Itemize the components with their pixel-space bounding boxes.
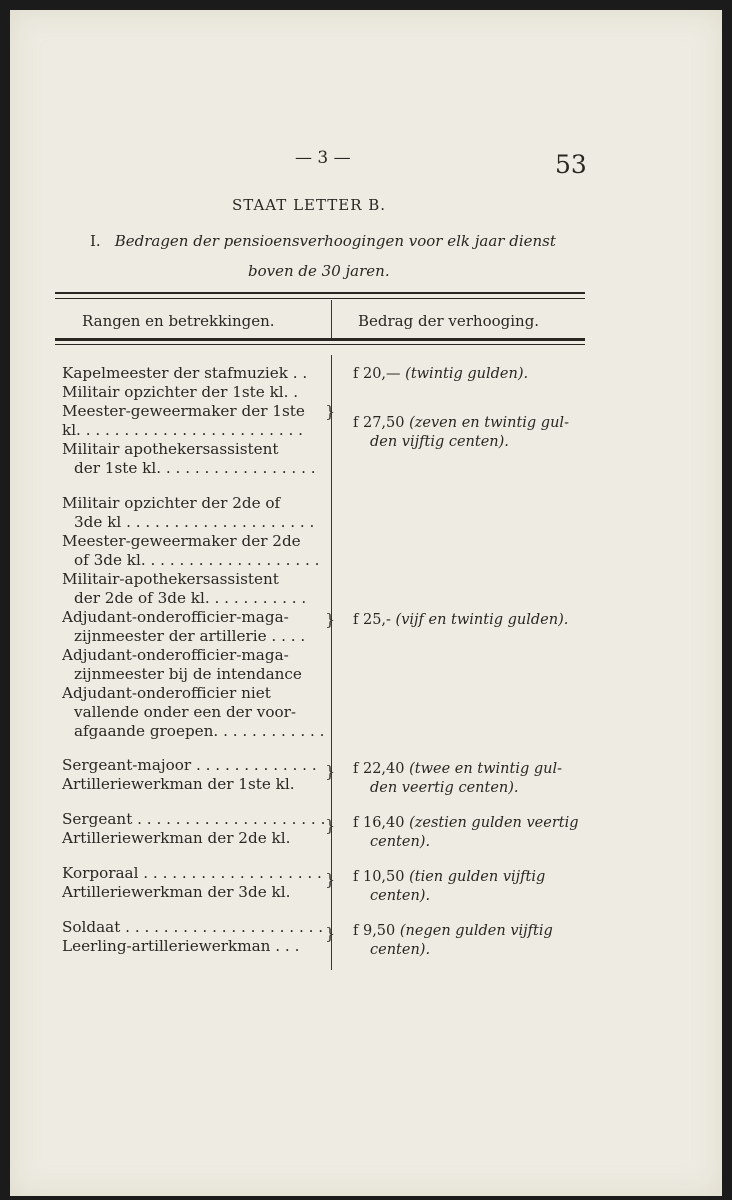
amount-figure: f 10,50 <box>353 869 405 885</box>
rank-line: der 2de of 3de kl. . . . . . . . . . . <box>74 589 307 607</box>
rank-line: der 1ste kl. . . . . . . . . . . . . . . . . <box>74 459 316 477</box>
rank-line: 3de kl . . . . . . . . . . . . . . . . . . . . <box>74 513 315 531</box>
rank-line: Sergeant . . . . . . . . . . . . . . . . . . . . <box>62 810 326 828</box>
rank-line: Korporaal . . . . . . . . . . . . . . . . . . . <box>62 864 322 882</box>
header-column-divider <box>331 300 332 338</box>
rank-line: Artilleriewerkman der 3de kl. <box>62 883 291 901</box>
rank-line: Artilleriewerkman der 1ste kl. <box>62 775 295 793</box>
rank-line: of 3de kl. . . . . . . . . . . . . . . . . . . <box>74 551 320 569</box>
subtitle-line-1 <box>90 232 556 250</box>
rank-line: Meester-geweermaker der 2de <box>62 532 301 550</box>
rank-line: Sergeant-majoor . . . . . . . . . . . . . <box>62 756 317 774</box>
amount-value <box>353 922 553 941</box>
rank-line: Militair-apothekersassistent <box>62 570 279 588</box>
header-ranks: Rangen en betrekkingen. <box>82 312 275 330</box>
rank-line: zijnmeester bij de intendance <box>74 665 302 683</box>
rank-line: zijnmeester der artillerie . . . . <box>74 627 306 645</box>
rank-line: vallende onder een der voor- <box>74 703 297 721</box>
rank-line: Kapelmeester der stafmuziek . . <box>62 364 308 382</box>
header-amounts: Bedrag der verhooging. <box>358 312 540 330</box>
brace-mark: } <box>325 610 336 629</box>
rank-line: Soldaat . . . . . . . . . . . . . . . . . . . . . <box>62 918 324 936</box>
rank-line: Militair opzichter der 1ste kl. . <box>62 383 299 401</box>
rank-line: kl. . . . . . . . . . . . . . . . . . . . . . . . <box>62 421 303 439</box>
rank-line: Leerling-artilleriewerkman . . . <box>62 937 300 955</box>
amount-continuation: centen). <box>370 942 431 958</box>
rank-line: Adjudant-onderofficier-maga- <box>62 608 289 626</box>
rank-line: Adjudant-onderofficier-maga- <box>62 646 289 664</box>
rank-line: Adjudant-onderofficier niet <box>62 684 271 702</box>
amount-figure: f 27,50 <box>353 415 405 431</box>
section-number: I. <box>90 232 101 250</box>
amount-value <box>353 611 568 630</box>
amount-continuation: den veertig centen). <box>370 780 519 796</box>
amount-figure: f 22,40 <box>353 761 405 777</box>
rank-line: Meester-geweermaker der 1ste <box>62 402 305 420</box>
brace-mark: } <box>325 924 336 943</box>
page-number-inner: — 3 — <box>295 148 351 168</box>
amount-figure: f 16,40 <box>353 815 405 831</box>
amount-value <box>353 760 562 779</box>
amount-value <box>353 814 579 833</box>
subtitle-line-2: boven de 30 jaren. <box>248 262 390 280</box>
amount-words: (tien gulden vijftig <box>409 869 546 885</box>
subtitle-text: Bedragen der pensioensverhoogingen voor elk jaar dienst <box>114 232 556 250</box>
amount-value <box>353 365 528 384</box>
amount-words: (twintig gulden). <box>405 366 529 382</box>
amount-figure: f 25,- <box>353 612 391 628</box>
document-page <box>10 10 722 1196</box>
document-title: STAAT LETTER B. <box>232 196 387 214</box>
brace-mark: } <box>325 402 336 421</box>
amount-value <box>353 868 545 887</box>
rank-line: Militair opzichter der 2de of <box>62 494 281 512</box>
amount-words: (twee en twintig gul- <box>409 761 563 777</box>
brace-mark: } <box>325 762 336 781</box>
brace-mark: } <box>325 816 336 835</box>
header-rule-top <box>55 292 585 294</box>
header-rule-top-2 <box>55 298 585 299</box>
rank-line: Militair apothekersassistent <box>62 440 279 458</box>
amount-figure: f 20,— <box>353 366 401 382</box>
brace-mark: } <box>325 870 336 889</box>
amount-words: (zestien gulden veertig <box>409 815 579 831</box>
amount-words: (zeven en twintig gul- <box>409 415 569 431</box>
header-rule-bottom-2 <box>55 344 585 345</box>
header-rule-bottom <box>55 338 585 341</box>
rank-line: afgaande groepen. . . . . . . . . . . . <box>74 722 325 740</box>
amount-words: (negen gulden vijftig <box>399 923 553 939</box>
rank-line: Artilleriewerkman der 2de kl. <box>62 829 291 847</box>
amount-figure: f 9,50 <box>353 923 396 939</box>
amount-continuation: centen). <box>370 888 431 904</box>
page-number-outer: 53 <box>555 150 587 179</box>
amount-continuation: den vijftig centen). <box>370 434 509 450</box>
amount-continuation: centen). <box>370 834 431 850</box>
amount-words: (vijf en twintig gulden). <box>395 612 569 628</box>
amount-value <box>353 414 569 433</box>
